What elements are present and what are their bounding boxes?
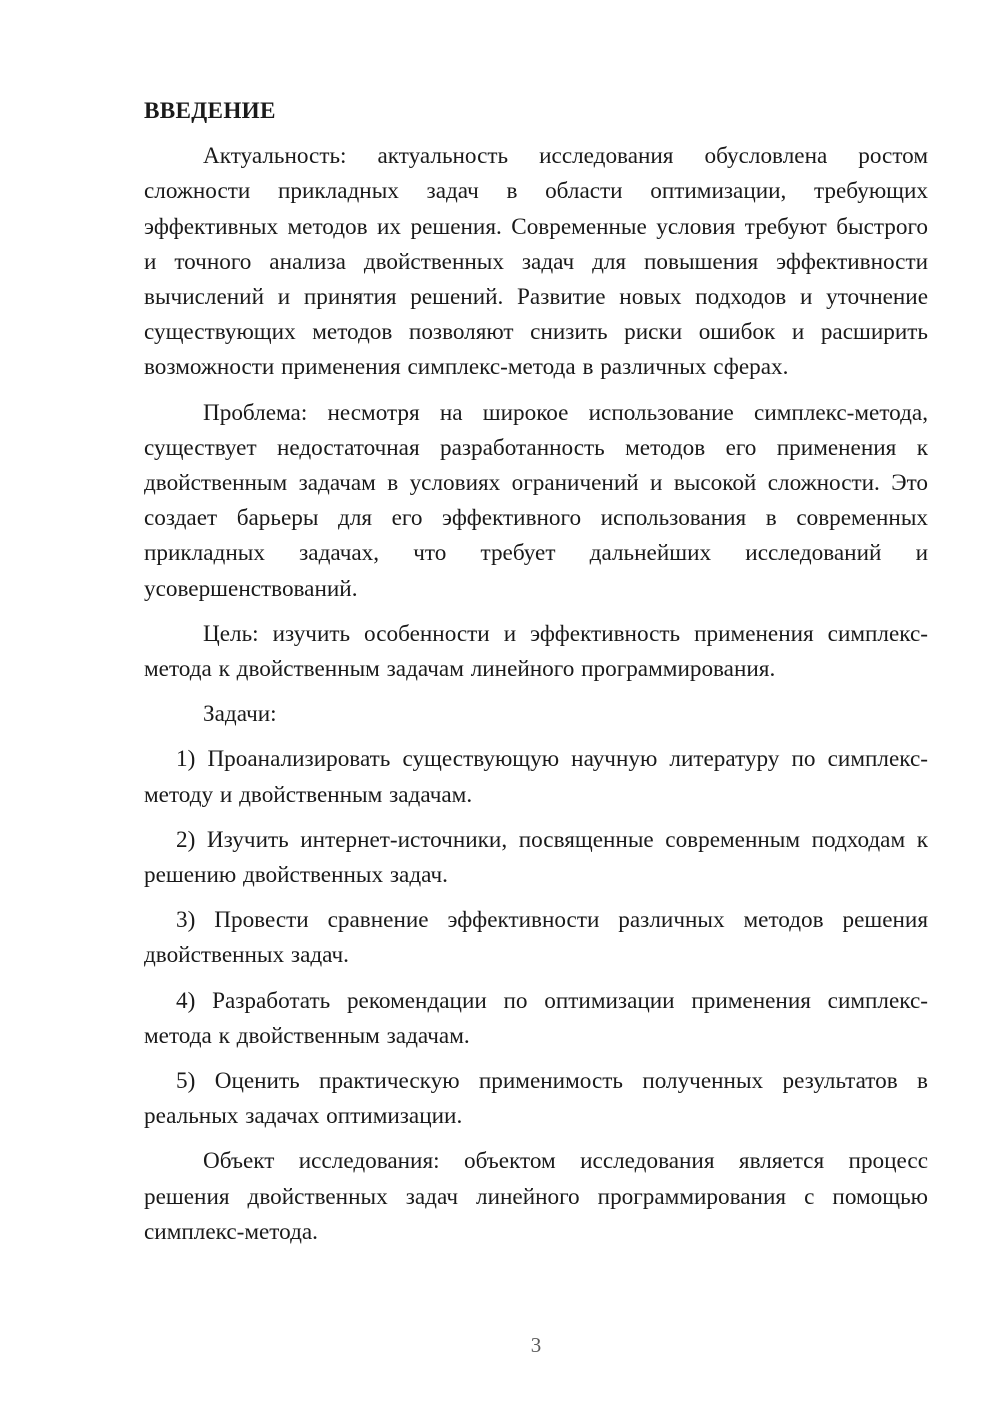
relevance-paragraph: Актуальность: актуальность исследования обусловлена ростом сложности прикладных задач в области оптимизации, требующих эффективных методов их решения. Современные условия требуют быстрого и точного анализа двойственных задач для повышения эффективности вычислений и принятия решений. Развитие новых подходов и уточнение существующих методов позволяют снизить риски ошибок и расширить возможности применения симплекс-метода в различных сферах. — [144, 143, 928, 381]
section-title: ВВЕДЕНИЕ — [144, 98, 276, 124]
task-item-5: 5) Оценить практическую применимость полученных результатов в реальных задачах оптимизации. — [144, 1068, 928, 1130]
page-number: 3 — [530, 1333, 542, 1357]
object-paragraph: Объект исследования: объектом исследования является процесс решения двойственных задач линейного программирования с помощью симплекс-метода. — [144, 1148, 928, 1245]
problem-paragraph: Проблема: несмотря на широкое использование симплекс-метода, существует недостаточная разработанность методов его применения к двойственным задачам в условиях ограничений и высокой сложности. Это создает барьеры для его эффективного использования в современных прикладных задачах, что требует дальнейших исследований и усовершенствований. — [144, 399, 928, 602]
goal-paragraph: Цель: изучить особенности и эффективность применения симплекс-метода к двойственным задачам линейного программирования. — [144, 620, 928, 683]
page-content — [144, 94, 928, 1260]
tasks-heading: Задачи: — [203, 701, 277, 728]
task-item-3: 3) Провести сравнение эффективности различных методов решения двойственных задач. — [144, 907, 928, 969]
task-item-1: 1) Проанализировать существующую научную литературу по симплекс-методу и двойственным задачам. — [144, 746, 928, 808]
task-item-2: 2) Изучить интернет-источники, посвященные современным подходам к решению двойственных задач. — [144, 826, 928, 889]
task-item-4: 4) Разработать рекомендации по оптимизации применения симплекс-метода к двойственным задачам. — [144, 987, 928, 1049]
